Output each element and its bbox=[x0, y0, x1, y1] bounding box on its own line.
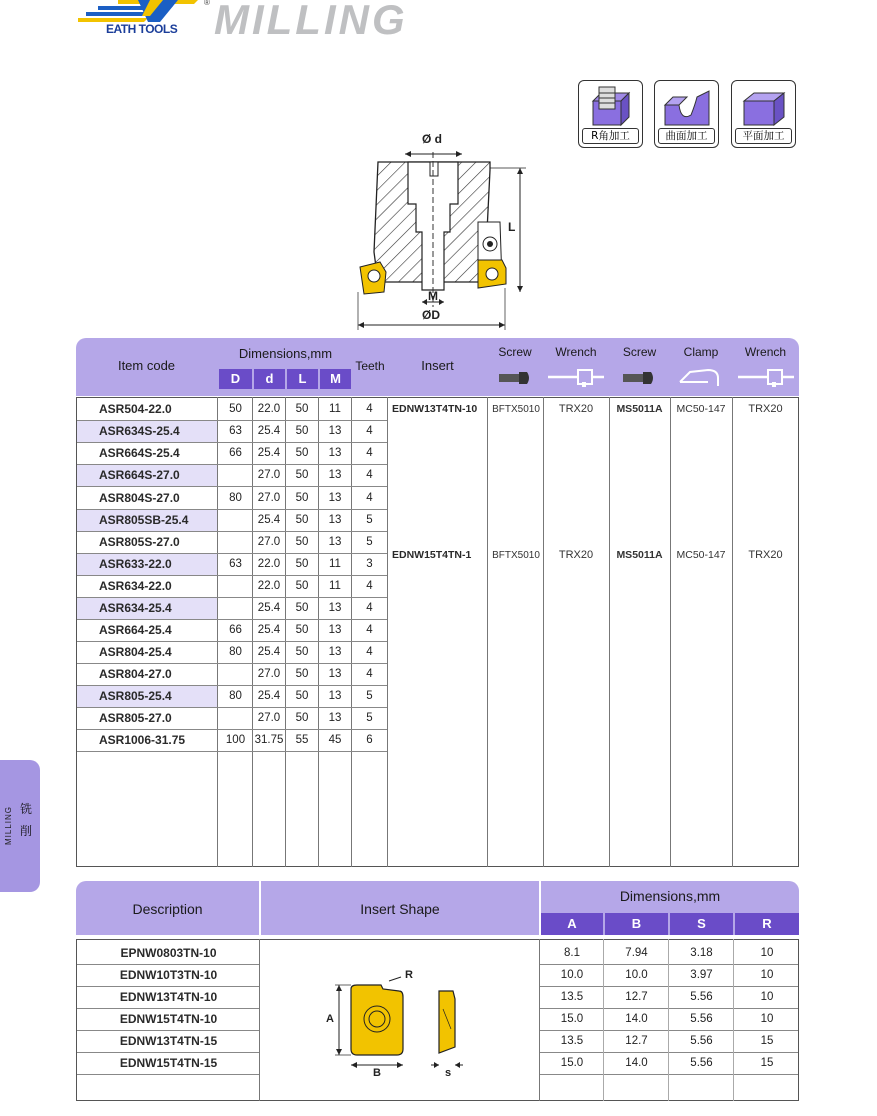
insert-dim-s: 5.56 bbox=[690, 1035, 713, 1047]
cell-m: 13 bbox=[328, 646, 342, 658]
cell-d: 63 bbox=[229, 558, 242, 570]
header-A: A bbox=[541, 913, 603, 935]
insert-description: EDNW13T4TN-15 bbox=[119, 1034, 218, 1048]
header-screw-2: Screw bbox=[622, 345, 657, 359]
shape-label-R: R bbox=[405, 969, 413, 981]
cell-teeth: 4 bbox=[366, 447, 373, 459]
cutter-table-header bbox=[76, 338, 799, 396]
row-divider bbox=[540, 1074, 798, 1075]
insert-dim-r: 15 bbox=[760, 1035, 774, 1047]
insert-table-header bbox=[76, 881, 799, 935]
cell-d bbox=[219, 708, 252, 729]
cell-m: 45 bbox=[328, 734, 342, 746]
op-corner-radius-label: R角加工 bbox=[582, 128, 639, 144]
header-dimensions-2: Dimensions,mm bbox=[619, 888, 721, 904]
face-machining-icon bbox=[738, 85, 790, 129]
cell-d: 25.4 bbox=[257, 690, 281, 702]
column-divider bbox=[733, 939, 734, 1101]
dim-d-label: Ø d bbox=[422, 132, 442, 146]
cell-d: 27.0 bbox=[257, 492, 281, 504]
insert-description: EPNW0803TN-10 bbox=[120, 946, 217, 960]
cell-d: 22.0 bbox=[257, 403, 281, 415]
group2-insert: EDNW15T4TN-1 bbox=[392, 549, 472, 561]
cell-l: 50 bbox=[295, 469, 309, 481]
row-divider bbox=[77, 486, 387, 487]
cell-m: 13 bbox=[328, 690, 342, 702]
insert-dim-a: 8.1 bbox=[564, 947, 580, 959]
cell-d: 27.0 bbox=[257, 469, 281, 481]
cell-teeth: 4 bbox=[366, 425, 373, 437]
cell-teeth: 5 bbox=[366, 690, 373, 702]
cell-d: 80 bbox=[229, 690, 242, 702]
op-curved-surface bbox=[654, 80, 719, 148]
insert-dim-r: 10 bbox=[760, 1013, 774, 1025]
cell-l: 50 bbox=[295, 425, 309, 437]
cell-l: 50 bbox=[295, 646, 309, 658]
registered-mark: ® bbox=[204, 0, 210, 7]
cell-d bbox=[219, 510, 252, 531]
column-divider bbox=[603, 939, 604, 1101]
cell-d: 25.4 bbox=[257, 447, 281, 459]
cell-d bbox=[219, 576, 252, 597]
cell-d: 27.0 bbox=[257, 536, 281, 548]
group2-wrench-2: TRX20 bbox=[748, 549, 783, 561]
cell-d: 31.75 bbox=[254, 734, 284, 746]
insert-dim-r: 10 bbox=[760, 969, 774, 981]
cell-d bbox=[219, 532, 252, 553]
dim-L-label: L bbox=[508, 220, 516, 234]
screw-icon bbox=[497, 370, 533, 386]
item-code-cell: ASR805-25.4 bbox=[77, 686, 217, 707]
cell-d: 50 bbox=[229, 403, 242, 415]
item-code-cell: ASR504-22.0 bbox=[99, 402, 172, 416]
group1-screw: BFTX5010 bbox=[492, 404, 540, 415]
item-code-cell: ASR634S-25.4 bbox=[77, 421, 217, 442]
cell-m: 11 bbox=[329, 558, 341, 570]
cell-l: 50 bbox=[295, 558, 309, 570]
item-code-cell: ASR664-25.4 bbox=[99, 623, 172, 637]
cell-teeth: 4 bbox=[366, 492, 373, 504]
cell-l: 55 bbox=[295, 734, 309, 746]
header-M: M bbox=[320, 369, 351, 389]
cell-l: 50 bbox=[295, 668, 309, 680]
insert-dim-a: 13.5 bbox=[560, 1035, 584, 1047]
item-code-cell: ASR805SB-25.4 bbox=[77, 510, 217, 531]
cell-teeth: 3 bbox=[366, 558, 373, 570]
insert-dim-b: 12.7 bbox=[625, 991, 648, 1003]
cutter-table bbox=[76, 338, 799, 868]
item-code-cell: ASR664S-27.0 bbox=[77, 465, 217, 486]
op-face-label: 平面加工 bbox=[735, 128, 792, 144]
insert-description: EDNW15T4TN-15 bbox=[119, 1056, 218, 1070]
header-insert-shape: Insert Shape bbox=[360, 901, 440, 917]
insert-dim-a: 15.0 bbox=[560, 1013, 584, 1025]
cell-teeth: 4 bbox=[366, 403, 373, 415]
insert-description: EDNW15T4TN-10 bbox=[119, 1012, 218, 1026]
item-code-cell: ASR634-22.0 bbox=[99, 579, 172, 593]
cell-teeth: 4 bbox=[366, 469, 373, 481]
group1-wrench: TRX20 bbox=[558, 403, 594, 415]
cell-teeth: 4 bbox=[366, 624, 373, 636]
cell-m: 11 bbox=[329, 580, 341, 592]
op-face bbox=[731, 80, 796, 148]
dim-M-label: M bbox=[428, 289, 438, 303]
section-tab-cn-1: 铣 bbox=[20, 802, 33, 816]
header-L: L bbox=[287, 369, 318, 389]
page-title: MILLING bbox=[214, 0, 408, 43]
cell-m: 13 bbox=[328, 492, 342, 504]
cell-teeth: 4 bbox=[366, 646, 373, 658]
header-clamp: Clamp bbox=[683, 345, 719, 359]
cell-d bbox=[219, 465, 252, 486]
cell-d: 80 bbox=[229, 646, 242, 658]
cell-teeth: 4 bbox=[366, 602, 373, 614]
cell-l: 50 bbox=[295, 403, 309, 415]
insert-shape-drawing bbox=[321, 969, 481, 1079]
cell-l: 50 bbox=[295, 690, 309, 702]
insert-dim-s: 3.97 bbox=[690, 969, 713, 981]
item-code-cell: ASR804-27.0 bbox=[99, 667, 172, 681]
insert-dim-a: 13.5 bbox=[560, 991, 584, 1003]
group2-wrench: TRX20 bbox=[558, 549, 594, 561]
op-corner-radius bbox=[578, 80, 643, 148]
wrench-icon bbox=[548, 368, 604, 388]
insert-dim-r: 15 bbox=[760, 1057, 774, 1069]
group1-screw-2: MS5011A bbox=[616, 403, 663, 415]
header-D: D bbox=[219, 369, 252, 389]
header-screw: Screw bbox=[498, 345, 532, 359]
cell-m: 13 bbox=[328, 536, 342, 548]
section-tab-cn-2: 削 bbox=[20, 824, 33, 838]
insert-description: EDNW13T4TN-10 bbox=[119, 990, 218, 1004]
cell-d: 66 bbox=[229, 447, 242, 459]
insert-dim-s: 5.56 bbox=[690, 1057, 713, 1069]
cell-m: 13 bbox=[328, 469, 342, 481]
insert-description: EDNW10T3TN-10 bbox=[119, 968, 218, 982]
cell-teeth: 4 bbox=[366, 668, 373, 680]
dim-D-label: ØD bbox=[422, 308, 440, 322]
cell-d: 22.0 bbox=[257, 558, 281, 570]
cell-teeth: 4 bbox=[366, 580, 373, 592]
group1-wrench-2: TRX20 bbox=[748, 403, 783, 415]
section-tab-en: MILLING bbox=[4, 805, 13, 845]
cell-l: 50 bbox=[295, 536, 309, 548]
insert-dim-r: 10 bbox=[760, 947, 774, 959]
cell-d bbox=[219, 598, 252, 619]
cell-d: 22.0 bbox=[257, 580, 281, 592]
cell-d: 27.0 bbox=[257, 668, 281, 680]
brand-name: EATH TOOLS bbox=[106, 22, 178, 36]
cell-m: 13 bbox=[328, 602, 342, 614]
cell-d: 66 bbox=[229, 624, 242, 636]
cell-m: 13 bbox=[328, 712, 342, 724]
cell-d: 63 bbox=[229, 425, 242, 437]
item-code-cell: ASR804S-27.0 bbox=[99, 491, 180, 505]
screw-icon-2 bbox=[621, 370, 657, 386]
item-code-cell: ASR634-25.4 bbox=[77, 598, 217, 619]
item-code-cell: ASR633-22.0 bbox=[77, 554, 217, 575]
header-B: B bbox=[605, 913, 668, 935]
header-R: R bbox=[735, 913, 799, 935]
cell-l: 50 bbox=[295, 624, 309, 636]
item-code-cell: ASR804-25.4 bbox=[99, 645, 172, 659]
insert-dim-s: 3.18 bbox=[690, 947, 713, 959]
header-insert: Insert bbox=[421, 358, 454, 373]
insert-dim-b: 14.0 bbox=[625, 1013, 648, 1025]
cell-l: 50 bbox=[295, 712, 309, 724]
cell-m: 13 bbox=[328, 668, 342, 680]
header-dimensions: Dimensions,mm bbox=[238, 346, 333, 361]
group2-screw: BFTX5010 bbox=[492, 550, 540, 561]
insert-table bbox=[76, 881, 799, 1101]
section-tab bbox=[0, 760, 40, 892]
item-code-cell: ASR805-27.0 bbox=[99, 711, 172, 725]
cutter-diagram bbox=[350, 132, 530, 332]
cell-d: 25.4 bbox=[257, 646, 281, 658]
op-curved-surface-label: 曲面加工 bbox=[658, 128, 715, 144]
item-code-cell: ASR664S-25.4 bbox=[99, 446, 180, 460]
shape-label-A: A bbox=[326, 1013, 334, 1025]
header-description: Description bbox=[132, 901, 203, 917]
insert-dim-s: 5.56 bbox=[690, 1013, 713, 1025]
cell-l: 50 bbox=[295, 514, 309, 526]
insert-dim-a: 10.0 bbox=[560, 969, 584, 981]
header-teeth: Teeth bbox=[355, 359, 385, 373]
cell-m: 13 bbox=[328, 624, 342, 636]
header-item-code: Item code bbox=[117, 358, 176, 373]
cell-d bbox=[219, 664, 252, 685]
curved-surface-machining-icon bbox=[661, 85, 713, 129]
insert-dim-b: 7.94 bbox=[625, 947, 648, 959]
header-wrench: Wrench bbox=[555, 345, 597, 359]
cell-teeth: 5 bbox=[366, 514, 373, 526]
cell-m: 13 bbox=[328, 425, 342, 437]
insert-dim-b: 14.0 bbox=[625, 1057, 648, 1069]
header-d: d bbox=[254, 369, 285, 389]
cell-d: 80 bbox=[229, 492, 242, 504]
item-code-cell: ASR1006-31.75 bbox=[99, 733, 186, 747]
cell-teeth: 5 bbox=[366, 712, 373, 724]
group2-screw-2: MS5011A bbox=[616, 549, 663, 561]
group2-clamp: MC50-147 bbox=[676, 549, 726, 561]
column-divider bbox=[668, 939, 669, 1101]
cell-l: 50 bbox=[295, 492, 309, 504]
cell-l: 50 bbox=[295, 580, 309, 592]
cell-m: 13 bbox=[328, 447, 342, 459]
cell-l: 50 bbox=[295, 602, 309, 614]
shape-label-s: s bbox=[445, 1067, 452, 1079]
header-S: S bbox=[670, 913, 733, 935]
cell-d: 27.0 bbox=[257, 712, 281, 724]
header-wrench-2: Wrench bbox=[744, 345, 787, 359]
insert-dim-b: 10.0 bbox=[625, 969, 648, 981]
insert-dim-s: 5.56 bbox=[690, 991, 713, 1003]
section-tab-cn bbox=[20, 798, 36, 842]
cell-teeth: 5 bbox=[366, 536, 373, 548]
cell-m: 13 bbox=[328, 514, 342, 526]
corner-radius-machining-icon bbox=[585, 85, 637, 129]
cell-d: 25.4 bbox=[257, 514, 281, 526]
row-divider bbox=[77, 751, 387, 752]
row-divider bbox=[77, 1074, 259, 1075]
cell-d: 25.4 bbox=[257, 624, 281, 636]
cell-d: 25.4 bbox=[257, 602, 281, 614]
group1-insert: EDNW13T4TN-10 bbox=[392, 403, 478, 415]
group1-clamp: MC50-147 bbox=[676, 403, 726, 415]
cell-d: 25.4 bbox=[257, 425, 281, 437]
clamp-icon bbox=[678, 366, 724, 388]
wrench-icon-2 bbox=[738, 368, 794, 388]
item-code-cell: ASR805S-27.0 bbox=[99, 535, 180, 549]
cell-l: 50 bbox=[295, 447, 309, 459]
cell-d: 100 bbox=[225, 734, 246, 746]
shape-label-B: B bbox=[373, 1067, 381, 1079]
insert-dim-r: 10 bbox=[760, 991, 774, 1003]
insert-dim-a: 15.0 bbox=[560, 1057, 584, 1069]
insert-dim-b: 12.7 bbox=[625, 1035, 648, 1047]
cell-m: 11 bbox=[329, 403, 341, 415]
cell-teeth: 6 bbox=[366, 734, 373, 746]
